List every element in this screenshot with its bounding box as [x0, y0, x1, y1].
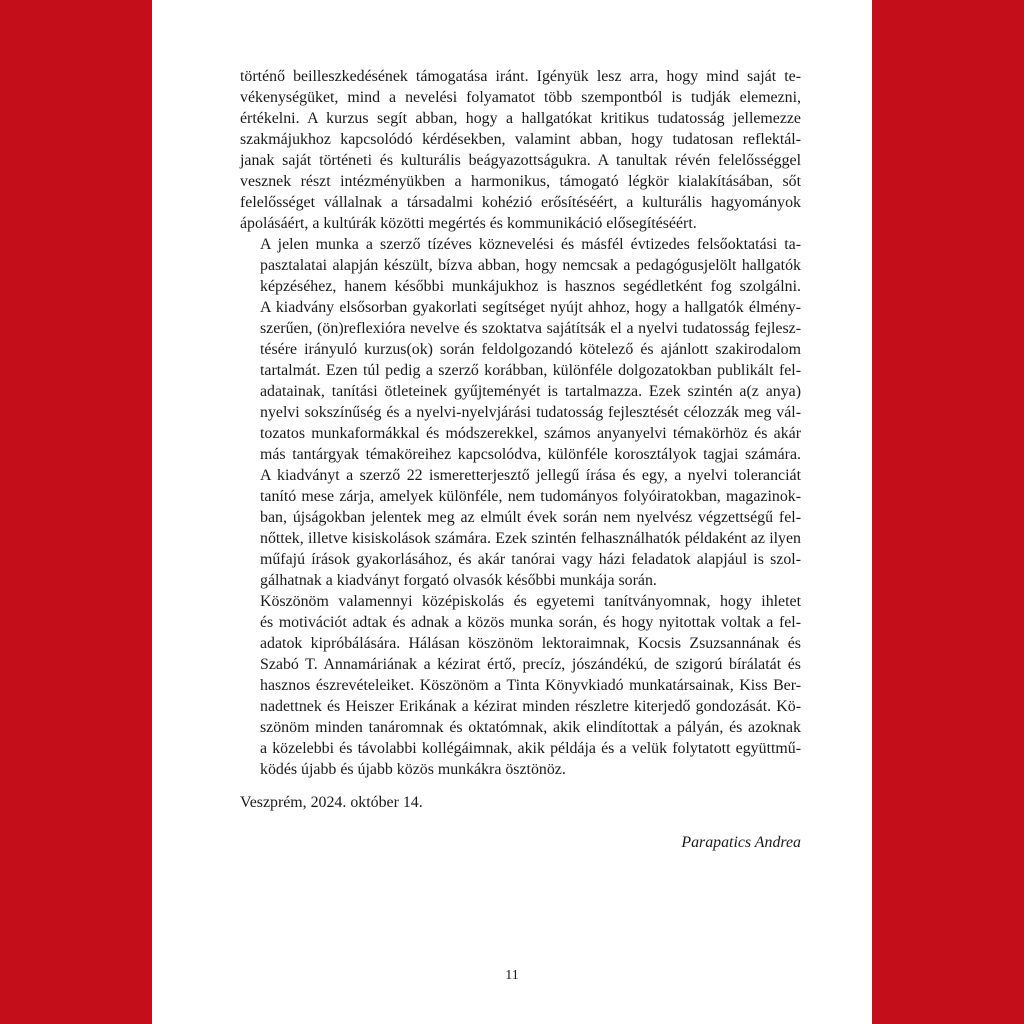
- text-line: műfajú írások gyakorlásához, és akár tanórai vagy házi feladatok alapjául is szol-: [260, 551, 801, 568]
- text-line: ködés újabb és újabb közös munkákra ösztönöz.: [260, 761, 566, 778]
- text-line: A kiadvány elsősorban gyakorlati segítséget nyújt ahhoz, hogy a hallgatók élmény-: [260, 299, 801, 316]
- text-line: Szabó T. Annamáriának a kézirat értő, precíz, jószándékú, de szigorú bírálatát és: [260, 656, 801, 673]
- author-signature: Parapatics Andrea: [681, 834, 801, 851]
- text-line: gálhatnak a kiadványt forgató olvasók későbbi munkája során.: [260, 572, 657, 589]
- text-line: janak saját történeti és kulturális beágyazottságukra. A tanultak révén felelősséggel: [240, 152, 801, 169]
- place-date: Veszprém, 2024. október 14.: [240, 794, 423, 811]
- text-line: nadettnek és Heiszer Erikának a kézirat minden részletre kiterjedő gondozását. Kö-: [260, 698, 801, 715]
- text-line: nőttek, illetve kisiskolások számára. Ezek szintén felhasználhatók példaként az ilyen: [260, 530, 801, 547]
- book-page: [152, 0, 872, 1024]
- text-line: tanító mese zárja, amelyek különféle, nem tudományos folyóiratokban, magazinok-: [260, 488, 801, 505]
- text-line: A kiadványt a szerző 22 ismeretterjesztő jellegű írása és egy, a nyelvi toleranciát: [260, 467, 801, 484]
- text-line: tésére irányuló kurzus(ok) során feldolgozandó kötelező és ajánlott szakirodalom: [260, 341, 801, 358]
- text-line: vékenységüket, mind a nevelési folyamatot több szempontból is tudják elemezni,: [240, 89, 801, 106]
- text-line: szönöm minden tanáromnak és oktatómnak, akik elindítottak a pályán, és azoknak: [260, 719, 801, 736]
- text-line: adatainak, tanítási ötleteinek gyűjteményét is tartalmazza. Ezek szintén a(z anya): [260, 383, 801, 400]
- text-line: szerűen, (ön)reflexióra nevelve és szoktatva sajátítsák el a nyelvi tudatosság fejlesz-: [260, 320, 801, 337]
- text-line: felelősséget vállalnak a társadalmi kohézió erősítéséért, a kulturális hagyományok: [240, 194, 801, 211]
- text-line: történő beilleszkedésének támogatása iránt. Igényük lesz arra, hogy mind saját te-: [240, 68, 801, 85]
- paragraph-3: [240, 591, 801, 780]
- text-line: képzéséhez, hanem későbbi munkájukhoz is hasznos segédletként fog szolgálni.: [260, 278, 801, 295]
- text-line: és motivációt adtak és adnak a közös munka során, és hogy nyitottak voltak a fel-: [260, 614, 801, 631]
- text-line: hasznos észrevételeiket. Köszönöm a Tinta Könyvkiadó munkatársainak, Kiss Ber-: [260, 677, 801, 694]
- text-line: tozatos munkaformákkal és módszerekkel, számos anyanyelvi témakörhöz és akár: [260, 425, 801, 442]
- text-line: tartalmát. Ezen túl pedig a szerző korábban, különféle dolgozatokban publikált fel-: [260, 362, 801, 379]
- paragraph-1: [240, 66, 801, 234]
- text-line: ban, újságokban jelentek meg az elmúlt évek során nem nyelvész végzettségű fel-: [260, 509, 801, 526]
- text-line: adatok kipróbálására. Hálásan köszönöm lektoraimnak, Kocsis Zsuzsannának és: [260, 635, 801, 652]
- text-line: értékelni. A kurzus segít abban, hogy a hallgatókat kritikus tudatosság jellemezze: [240, 110, 801, 127]
- text-line: A jelen munka a szerző tízéves köznevelési és másfél évtizedes felsőoktatási ta-: [260, 236, 801, 253]
- text-line: nyelvi sokszínűség és a nyelvi-nyelvjárási tudatosság fejlesztését célozzák meg vál-: [260, 404, 801, 421]
- text-line: szakmájukhoz kapcsolódó kérdésekben, valamint abban, hogy tudatosan reflektál-: [240, 131, 801, 148]
- text-line: a közelebbi és távolabbi kollégáimnak, akik példája és a velük folytatott együttmű-: [260, 740, 801, 757]
- text-line: ápolásáért, a kultúrák közötti megértés és kommunikáció elősegítéséért.: [240, 215, 697, 232]
- text-line: vesznek részt intézményükben a harmonikus, támogató légkör kialakításában, sőt: [240, 173, 801, 190]
- text-line: Köszönöm valamennyi középiskolás és egyetemi tanítványomnak, hogy ihletet: [260, 593, 801, 610]
- body-text: [240, 66, 801, 780]
- page-number: 11: [505, 968, 519, 983]
- paragraph-2: [240, 234, 801, 591]
- text-line: más tantárgyak témaköreihez kapcsolódva, különféle korosztályok tagjai számára.: [260, 446, 801, 463]
- text-line: pasztalatai alapján készült, bízva abban, hogy nemcsak a pedagógusjelölt hallgatók: [260, 257, 801, 274]
